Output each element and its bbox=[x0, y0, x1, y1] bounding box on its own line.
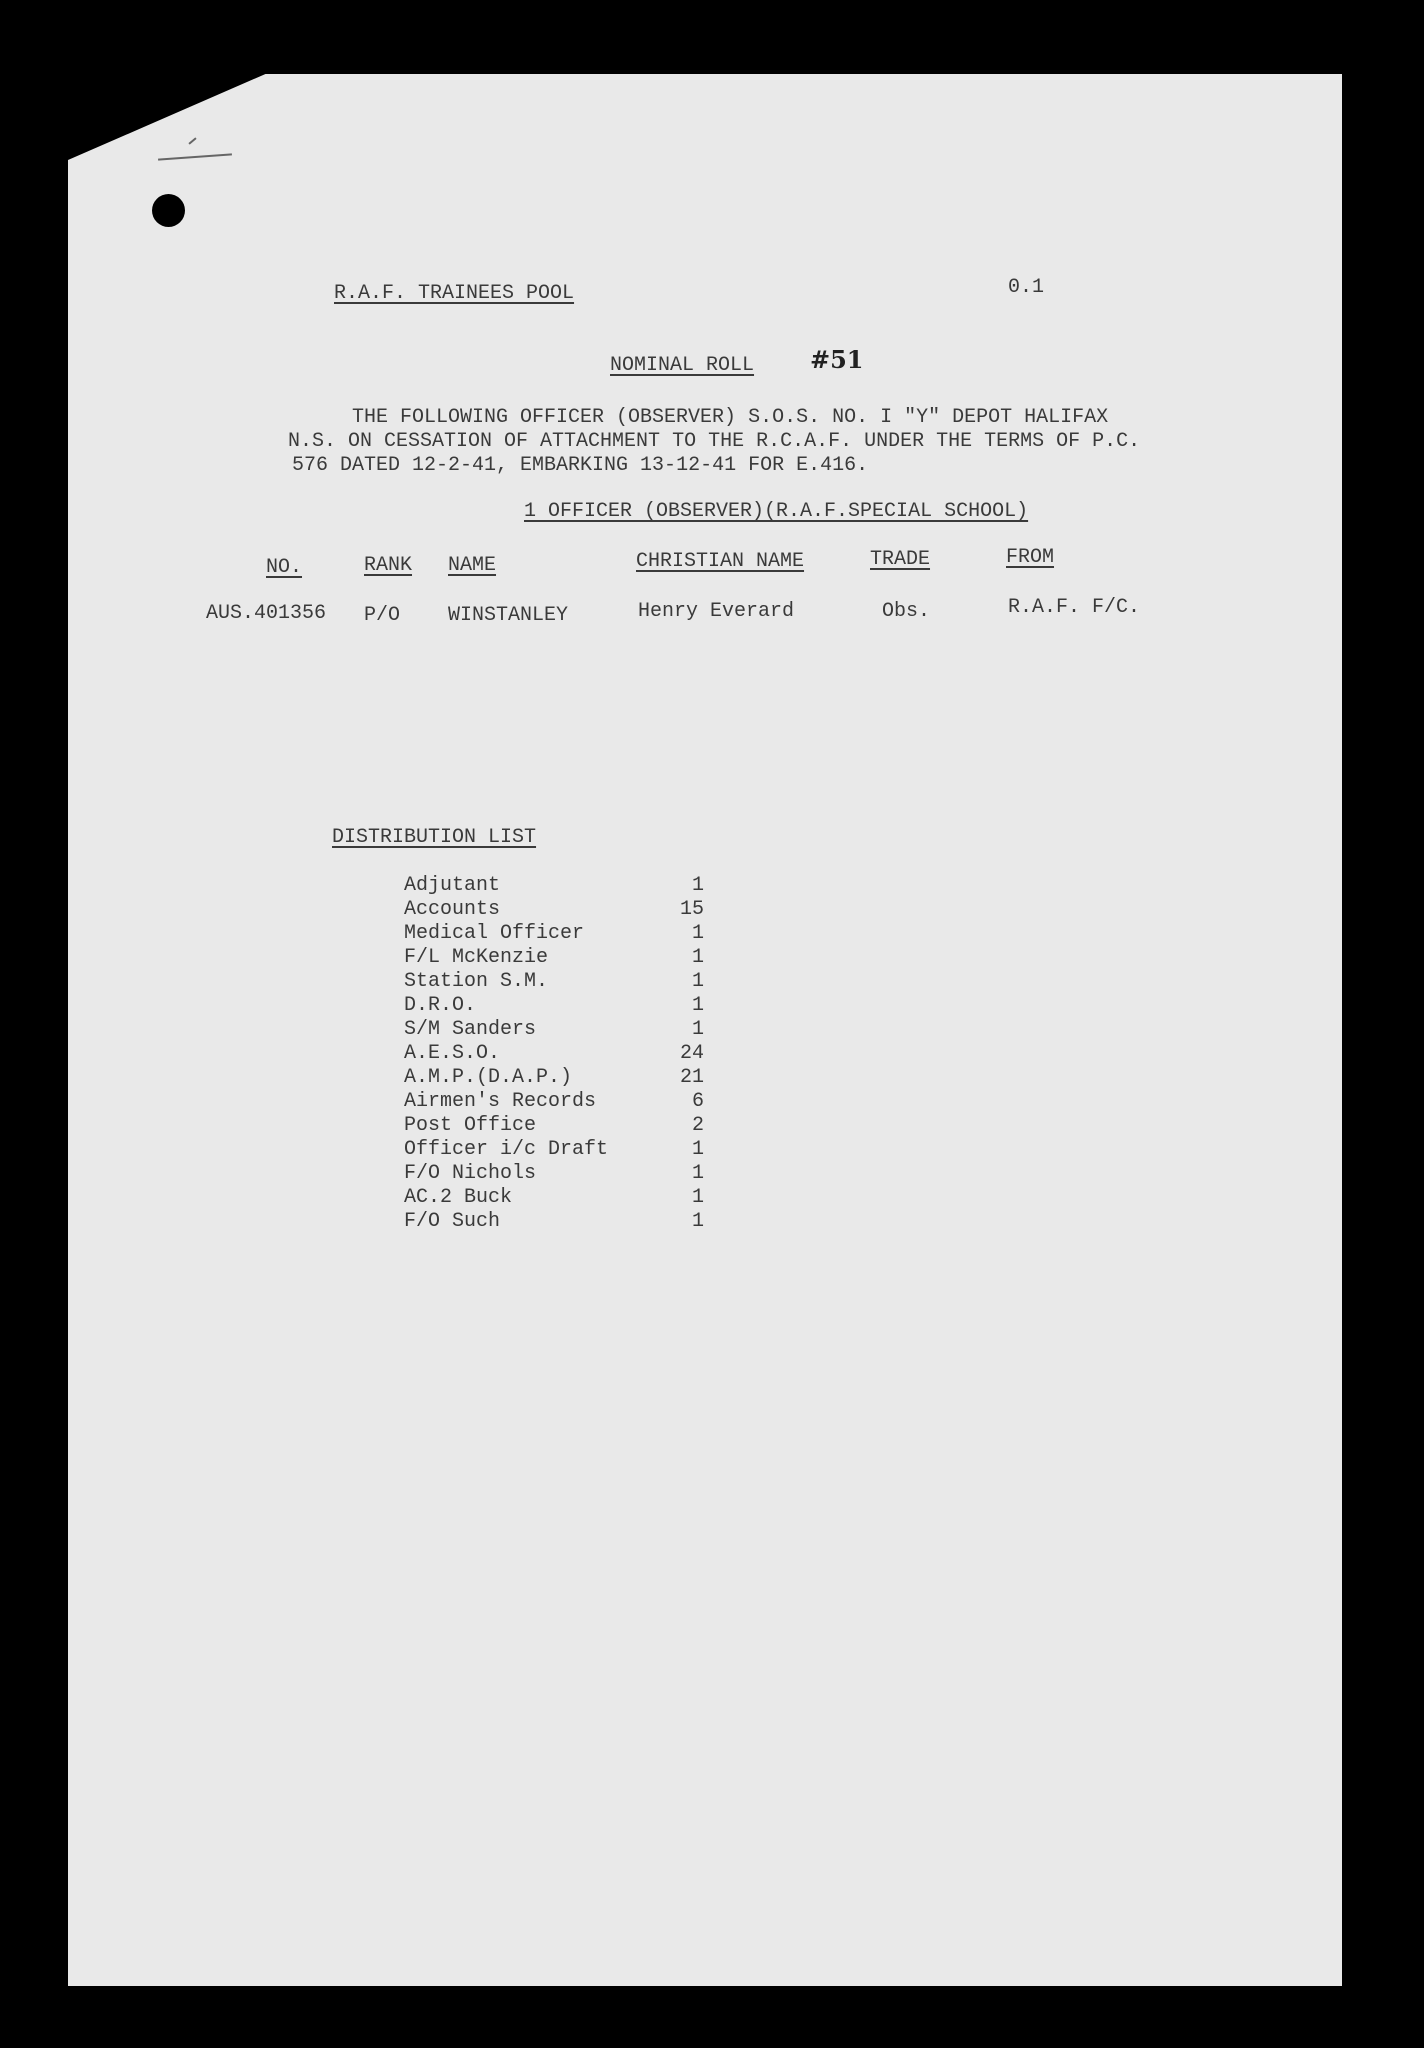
list-item bbox=[404, 1138, 704, 1162]
document-title: NOMINAL ROLL bbox=[610, 354, 755, 377]
list-item-name: AC.2 Buck bbox=[404, 1186, 513, 1209]
list-item-qty: 2 bbox=[691, 1114, 704, 1137]
list-item bbox=[404, 1090, 704, 1114]
list-item-qty: 15 bbox=[679, 898, 704, 921]
list-item bbox=[404, 898, 704, 922]
col-header-no: NO. bbox=[266, 556, 303, 579]
list-item-qty: 1 bbox=[691, 874, 704, 897]
list-item bbox=[404, 994, 704, 1018]
row-christian-name: Henry Everard bbox=[638, 600, 795, 623]
row-rank: P/O bbox=[364, 604, 401, 627]
list-item-qty: 21 bbox=[679, 1066, 704, 1089]
intro-line-2: N.S. ON CESSATION OF ATTACHMENT TO THE R.C.A.F. UNDER THE TERMS OF P.C. bbox=[288, 430, 1141, 453]
list-item-name: Medical Officer bbox=[404, 922, 585, 945]
list-item bbox=[404, 1114, 704, 1138]
list-item-name: D.R.O. bbox=[404, 994, 477, 1017]
list-item bbox=[404, 1162, 704, 1186]
list-item bbox=[404, 1018, 704, 1042]
list-item-qty: 1 bbox=[691, 1162, 704, 1185]
list-item-name: Officer i/c Draft bbox=[404, 1138, 609, 1161]
list-item-qty: 1 bbox=[691, 1186, 704, 1209]
list-item bbox=[404, 874, 704, 898]
list-item-qty: 1 bbox=[691, 946, 704, 969]
col-header-christian-name: CHRISTIAN NAME bbox=[636, 550, 805, 573]
summary-line: 1 OFFICER (OBSERVER)(R.A.F.SPECIAL SCHOOL) bbox=[524, 500, 1029, 523]
row-name: WINSTANLEY bbox=[448, 604, 569, 627]
row-from: R.A.F. F/C. bbox=[1008, 596, 1141, 619]
list-item-name: Accounts bbox=[404, 898, 501, 921]
list-item-name: Adjutant bbox=[404, 874, 501, 897]
list-item-name: F/O Such bbox=[404, 1210, 501, 1233]
unit-heading: R.A.F. TRAINEES POOL bbox=[334, 282, 575, 305]
list-item-qty: 24 bbox=[679, 1042, 704, 1065]
list-item-name: S/M Sanders bbox=[404, 1018, 537, 1041]
punch-hole bbox=[152, 194, 185, 227]
list-item-name: A.E.S.O. bbox=[404, 1042, 501, 1065]
list-item-name: Airmen's Records bbox=[404, 1090, 597, 1113]
list-item bbox=[404, 1042, 704, 1066]
list-item-name: F/O Nichols bbox=[404, 1162, 537, 1185]
list-item-qty: 1 bbox=[691, 1018, 704, 1041]
list-item bbox=[404, 946, 704, 970]
intro-line-3: 576 DATED 12-2-41, EMBARKING 13-12-41 FOR E.416. bbox=[292, 454, 869, 477]
list-item-qty: 1 bbox=[691, 1138, 704, 1161]
col-header-trade: TRADE bbox=[870, 548, 931, 571]
list-item-qty: 1 bbox=[691, 994, 704, 1017]
list-item-qty: 1 bbox=[691, 970, 704, 993]
list-item bbox=[404, 1066, 704, 1090]
list-item-name: F/L McKenzie bbox=[404, 946, 549, 969]
list-item-qty: 1 bbox=[691, 1210, 704, 1233]
roll-number: #51 bbox=[810, 345, 864, 374]
list-item bbox=[404, 970, 704, 994]
reference-number: 0.1 bbox=[1008, 276, 1045, 299]
col-header-name: NAME bbox=[448, 554, 497, 577]
list-item-name: Post Office bbox=[404, 1114, 537, 1137]
list-item-name: A.M.P.(D.A.P.) bbox=[404, 1066, 573, 1089]
intro-line-1: THE FOLLOWING OFFICER (OBSERVER) S.O.S. NO. I "Y" DEPOT HALIFAX bbox=[352, 406, 1109, 429]
list-item bbox=[404, 922, 704, 946]
col-header-from: FROM bbox=[1006, 546, 1055, 569]
row-number: AUS.401356 bbox=[206, 602, 327, 625]
row-trade: Obs. bbox=[882, 600, 931, 623]
distribution-heading: DISTRIBUTION LIST bbox=[332, 826, 537, 849]
list-item bbox=[404, 1186, 704, 1210]
list-item-qty: 6 bbox=[691, 1090, 704, 1113]
list-item-qty: 1 bbox=[691, 922, 704, 945]
list-item-name: Station S.M. bbox=[404, 970, 549, 993]
list-item bbox=[404, 1210, 704, 1234]
col-header-rank: RANK bbox=[364, 554, 413, 577]
